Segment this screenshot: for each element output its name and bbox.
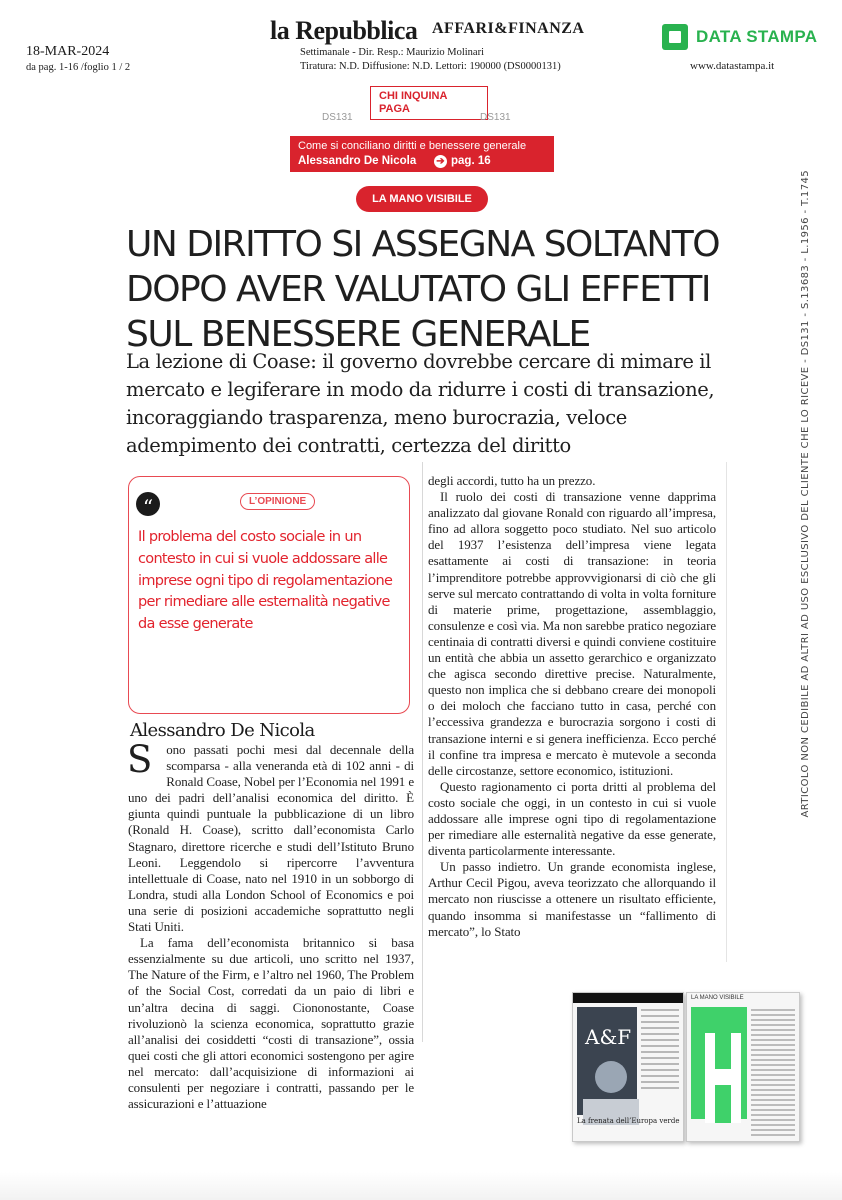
thumbnail-text-lines bbox=[751, 1009, 795, 1139]
ds-code-right: DS131 bbox=[480, 112, 511, 123]
thumbnail-header-bar bbox=[573, 993, 683, 1003]
article-column-1 bbox=[127, 738, 414, 1112]
thumbnail-logo: A&F bbox=[585, 1025, 632, 1049]
masthead-supplement: AFFARI&FINANZA bbox=[432, 20, 585, 37]
thumbnail-letter-graphic bbox=[705, 1033, 741, 1123]
pull-quote: Il problema del costo sociale in un contesto in cui si vuole addossare alle imprese ogni tipo di regolamentazione per rimediare alle esternalità negative da esse generate bbox=[138, 529, 393, 633]
teaser-author: Alessandro De Nicola bbox=[298, 155, 417, 167]
issue-date: 18-MAR-2024 bbox=[26, 44, 110, 59]
publication-meta: Settimanale - Dir. Resp.: Maurizio Molinari bbox=[300, 47, 485, 58]
section-pill: LA MANO VISIBILE bbox=[356, 186, 488, 212]
masthead: la Repubblica bbox=[270, 16, 418, 45]
datastampa-icon bbox=[662, 24, 688, 50]
teaser-line: Come si conciliano diritti e benessere generale bbox=[298, 140, 527, 152]
thumbnail-caption: La frenata dell’Europa verde bbox=[577, 1117, 680, 1125]
teaser-bar bbox=[290, 136, 554, 172]
column-divider-right bbox=[726, 462, 727, 962]
headline: UN DIRITTO SI ASSEGNA SOLTANTO DOPO AVER VALUTATO GLI EFFETTI SUL BENESSERE GENERALE bbox=[126, 224, 720, 355]
ds-code-left: DS131 bbox=[322, 112, 353, 123]
agency-url[interactable]: www.datastampa.it bbox=[690, 60, 775, 72]
drop-cap: S bbox=[127, 738, 153, 781]
kicker-box: CHI INQUINA PAGA bbox=[370, 86, 488, 120]
globe-icon bbox=[595, 1061, 627, 1093]
page-range: da pag. 1-16 /foglio 1 / 2 bbox=[26, 62, 131, 73]
paragraph: La fama dell’economista britannico si basa essenzialmente su due articoli, uno scritto nel 1937, The Nature of the Firm, e l’altro nel 1960, The Problem of the Social Cost, corredati da un paio di libri e un’altra decina di saggi. Ciononostante, Coase rivoluzionò la scienza economica, soprattutto grazie all’analisi dei cosiddetti “costi di transazione”, ossia quei costi che gli attori economici sostengono per agire nel mercato: dall’acquisizione di informazioni ai consulenti per negoziare i contratti, passando per le assicurazioni e l’attuazione bbox=[128, 935, 414, 1112]
arrow-right-icon: ➔ bbox=[434, 155, 447, 168]
paragraph: Il ruolo dei costi di transazione venne dapprima analizzato dal giovane Ronald con riguardo all’impresa, fino ad allora soggetto poco studiato. Nel suo articolo del 1937 l’esistenza dell’impresa viene legata esattamente ai costi di transazione: in teoria l’imprenditore potrebbe approvvigionarsi di ciò che gli serve sul mercato contrattando di volta in volta forniture di materie prime, progettazione, assemblaggio, consulenze e così via. Ma non sarebbe pratico negoziare centinaia di contratti diversi e quindi conviene costituire un entità che abbia un assetto gerarchico e organizzato che agisca secondo direttive precise. Naturalmente, questo non implica che si debbano creare dei monopoli o dei moloch che facciano tutto in casa, perché con l’eccessiva grandezza e burocrazia sorgono i costi di transazione interni e si genera inefficienza. Ecco perché il confine tra impresa e mercato è mutevole a seconda delle circostanze, settore economico, istituzioni. bbox=[428, 489, 716, 778]
quote-icon: “ bbox=[136, 492, 160, 516]
page-bottom-fade bbox=[0, 1172, 842, 1200]
column-divider bbox=[422, 462, 423, 1042]
deck: La lezione di Coase: il governo dovrebbe cercare di mimare il mercato e legiferare in modo da ridurre i costi di transazione, incoraggiando trasparenza, meno burocrazia, veloce adempimento dei contratti, certezza del diritto bbox=[126, 350, 715, 457]
paragraph: Questo ragionamento ci porta dritti al problema del costo sociale che oggi, in un contesto in cui si vuole addossare alle imprese ogni tipo di regolamentazione per rimediare alle esternalità negative da esse generate, diventa particolarmente interessante. bbox=[428, 778, 716, 859]
thumbnail-cover-image bbox=[577, 1007, 637, 1115]
page-thumbnail-2[interactable] bbox=[686, 992, 800, 1142]
thumbnail-green-panel bbox=[691, 1007, 747, 1119]
side-note-text: ARTICOLO NON CEDIBILE AD ALTRI AD USO ESCLUSIVO DEL CLIENTE CHE LO RICEVE - DS131 - S.13683 - L.1956 - T.1745 bbox=[800, 170, 811, 818]
opinion-tag: L’OPINIONE bbox=[240, 493, 315, 510]
page-thumbnail-1[interactable] bbox=[572, 992, 684, 1142]
agency-name: DATA STAMPA bbox=[696, 27, 818, 46]
circulation-meta: Tiratura: N.D. Diffusione: N.D. Lettori: 190000 (DS0000131) bbox=[300, 61, 561, 72]
thumbnail-text-lines bbox=[641, 1009, 679, 1093]
thumbnail-header: LA MANO VISIBILE bbox=[691, 995, 744, 1001]
paragraph: Un passo indietro. Un grande economista inglese, Arthur Cecil Pigou, aveva teorizzato che allorquando il mercato non riuscisse a ottenere un risultato efficiente, quando insomma si manifestasse un “fallimento di mercato”, lo Stato bbox=[428, 859, 716, 939]
paragraph: degli accordi, tutto ha un prezzo. bbox=[428, 473, 596, 488]
byline: Alessandro De Nicola bbox=[130, 720, 315, 741]
teaser-page: pag. 16 bbox=[451, 155, 491, 167]
copyright-side-note bbox=[800, 170, 818, 850]
article-column-2 bbox=[428, 473, 716, 965]
datastampa-logo bbox=[662, 24, 817, 50]
paragraph: ono passati pochi mesi dal decennale della scomparsa - alla veneranda età di 102 anni - di Ronald Coase, Nobel per l’Economia nel 1991 e uno dei padri dell’analisi economica del diritto. È giunta quindi puntuale la pubblicazione di un libro (Ronald H. Coase), scritto dall’economista Carlo Stagnaro, direttore ricerche e studi dell’Istituto Bruno Leoni. Leggendolo si ripercorre l’avventura intellettuale di Coase, nato nel 1910 in un sobborgo di Londra, studi alla London School of Economics e poi una serie di posizioni accademiche soprattutto negli Stati Uniti. bbox=[128, 742, 414, 935]
